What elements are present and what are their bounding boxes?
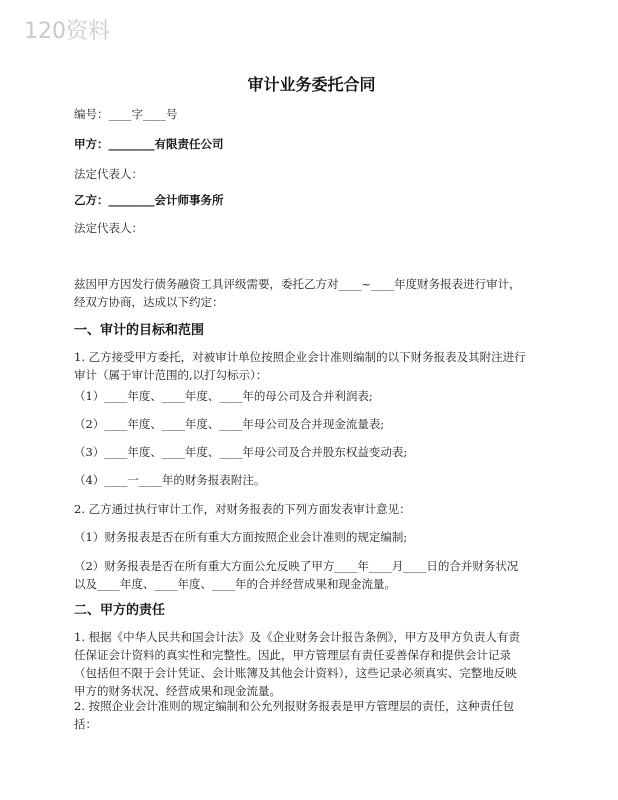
party-a-representative: 法定代表人： [74,167,143,181]
intro-paragraph: 兹因甲方因发行债务融资工具评级需要，委托乙方对____~____年度财务报表进行审计， 经双方协商，达成以下约定： [74,277,521,309]
scope-item-1: （1）____年度、____年度、____年的母公司及合并利润表; [74,389,373,403]
opinion-item-2: （2）财务报表是否在所有重大方面公允反映了甲方____年____月____日的合并财务状况 以及____年度、____年度、____年的合并经营成果和现金流量。 [74,559,519,591]
section-2-paragraph-1: 1. 根据《中华人民共和国会计法》及《企业财务会计报告条例》，甲方及甲方负责人有责 任保证会计资料的真实性和完整性。因此，甲方管理层有责任妥善保存和提供会计记录 （包括但不限于会计凭证、会计账簿及其他会计资料），这些记录必须真实、完整地反映 甲方的财务状况、经营成果和现金流量。 [74,630,520,698]
party-a: 甲方：________有限责任公司 [74,137,224,151]
section-2-paragraph-2: 2. 按照企业会计准则的规定编制和公允列报财务报表是甲方管理层的责任，这种责任包 括： [74,699,515,731]
section-2-heading: 二、甲方的责任 [74,603,166,618]
document-title: 审计业务委托合同 [247,75,376,94]
opinion-item-1: （1）财务报表是否在所有重大方面按照企业会计准则的规定编制; [74,530,408,544]
scope-item-4: （4）____一____年的财务报表附注。 [74,473,266,487]
party-b-representative: 法定代表人： [74,221,143,235]
watermark: 120资料 [24,19,110,44]
section-1-paragraph-2: 2. 乙方通过执行审计工作，对财务报表的下列方面发表审计意见： [74,502,411,516]
contract-number: 编号：____字____号 [74,107,178,121]
section-1-heading: 一、审计的目标和范围 [74,323,205,338]
scope-item-3: （3）____年度、____年度、____年母公司及合并股东权益变动表; [74,445,408,459]
party-b: 乙方：________会计师事务所 [74,193,224,207]
section-1-paragraph-1: 1. 乙方接受甲方委托，对被审计单位按照企业会计准则编制的以下财务报表及其附注进行 审计（属于审计范围的,以打勾标示）： [74,350,526,382]
scope-item-2: （2）____年度、____年度、____年母公司及合并现金流量表; [74,417,385,431]
